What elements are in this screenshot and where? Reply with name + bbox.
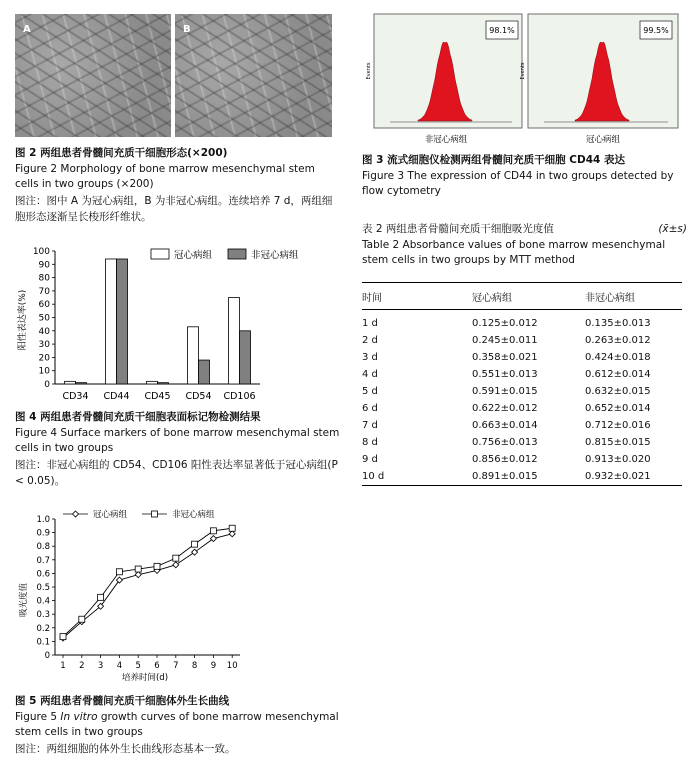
fig4-bar-chd (147, 381, 158, 384)
fig5-x-tick-label: 10 (226, 661, 238, 671)
fig4-y-tick-label: 100 (32, 247, 50, 257)
fig5-legend-marker-chd (73, 511, 79, 517)
panel-label-a: A (23, 24, 31, 35)
fig5-y-tick-label: 0.4 (36, 596, 50, 607)
fig5-point-chd (173, 562, 179, 568)
table2-cell-nonchd: 0.712±0.016 (585, 420, 651, 431)
fig5-point-chd (135, 572, 141, 578)
table2-title-zh: 表 2 两组患者骨髓间充质干细胞吸光度值 (362, 223, 554, 235)
fig4-y-tick-label: 30 (38, 340, 50, 351)
fig2-note: 图注：图中 A 为冠心病组，B 为非冠心病组。连续培养 7 d，两组细胞形态逐渐呈长梭形纤维状。 (15, 194, 333, 223)
table2-header-time: 时间 (362, 293, 382, 304)
table2-cell-nonchd: 0.913±0.020 (585, 454, 651, 465)
fig5-caption-en-italic: In vitro (60, 710, 98, 723)
table2-cell-chd: 0.856±0.012 (472, 454, 538, 465)
table2-cell-nonchd: 0.424±0.018 (585, 352, 651, 363)
fig4-y-tick-label: 50 (38, 313, 50, 324)
fig3-caption (362, 153, 687, 200)
fig5-point-chd (210, 536, 216, 542)
table2-cell-nonchd: 0.263±0.012 (585, 335, 651, 346)
table2-cell-chd: 0.591±0.015 (472, 386, 538, 397)
fig4-x-tick-label: CD54 (185, 391, 212, 402)
fig5-legend-chd: 冠心病组 (93, 510, 128, 520)
fig2-caption-zh: 图 2 两组患者骨髓间充质干细胞形态(×200) (15, 147, 228, 159)
fig4-y-tick-label: 90 (38, 260, 50, 271)
micrograph-b (175, 14, 332, 137)
fig5-y-tick-label: 0.2 (36, 623, 50, 634)
table2-cell-nonchd: 0.612±0.014 (585, 369, 651, 380)
table2-cell-chd: 0.358±0.021 (472, 352, 538, 363)
table2-cell-nonchd: 0.652±0.014 (585, 403, 651, 414)
fig4-caption-zh: 图 4 两组患者骨髓间充质干细胞表面标记物检测结果 (15, 411, 261, 423)
fig5-point-nonchd (229, 525, 235, 531)
fig4-y-tick-label: 0 (44, 380, 50, 390)
table2-cell-chd: 0.663±0.014 (472, 420, 538, 431)
fig5-point-nonchd (210, 528, 216, 534)
fig5-x-tick-label: 8 (191, 661, 198, 671)
fig5-point-nonchd (135, 566, 141, 572)
fig3-caption-zh: 图 3 流式细胞仪检测两组骨髓间充质干细胞 CD44 表达 (362, 154, 625, 166)
fig5-line-chart (15, 508, 250, 688)
fig5-series-line-chd (63, 534, 232, 638)
fig5-y-axis-label: 吸光度值 (19, 582, 29, 618)
fig5-point-nonchd (192, 541, 198, 547)
fig4-bar-nonchd (76, 383, 87, 384)
table-row (362, 417, 682, 434)
fig4-x-tick-label: CD44 (103, 391, 130, 402)
table2-cell-time: 3 d (362, 352, 378, 363)
table-row (362, 451, 682, 468)
table-row (362, 468, 682, 485)
fig5-y-tick-label: 0.5 (36, 583, 50, 593)
fig5-point-chd (192, 549, 198, 555)
fig4-legend-swatch-nonchd (228, 249, 246, 259)
fig5-series-line-nonchd (63, 528, 232, 636)
fig4-y-tick-label: 20 (38, 353, 50, 364)
fig5-x-tick-label: 3 (97, 661, 104, 671)
table-row (362, 434, 682, 451)
fig5-x-tick-label: 2 (79, 661, 85, 671)
table-row (362, 332, 682, 349)
fig5-point-chd (229, 531, 235, 537)
table2-cell-time: 10 d (362, 471, 385, 482)
fig5-point-chd (116, 577, 122, 583)
fig5-point-nonchd (173, 555, 179, 561)
fig5-legend-marker-nonchd (152, 511, 158, 517)
fig5-point-nonchd (116, 569, 122, 575)
fig4-bar-chart (15, 245, 340, 407)
fig4-bar-chd (65, 381, 76, 384)
fig4-caption-en: Figure 4 Surface markers of bone marrow mesenchymal stem cells in two groups (15, 426, 340, 454)
table2-cell-chd: 0.125±0.012 (472, 318, 538, 329)
table2-cell-nonchd: 0.815±0.015 (585, 437, 651, 448)
fig3-caption-en: Figure 3 The expression of CD44 in two groups detected by flow cytometry (362, 169, 674, 197)
fig5-y-tick-label: 0.6 (36, 569, 50, 580)
fig4-y-tick-label: 10 (38, 366, 50, 377)
fig5-x-tick-label: 5 (135, 661, 141, 671)
table2-unit: (x̄±s) (658, 223, 687, 235)
micrograph-a (15, 14, 171, 137)
table2-header-row (362, 288, 682, 305)
fig3-right-label: 冠心病组 (585, 135, 621, 145)
fig4-bar-nonchd (240, 331, 251, 384)
table2-title-en: Table 2 Absorbance values of bone marrow mesenchymal stem cells in two groups by MTT method (362, 238, 666, 266)
table2-cell-nonchd: 0.932±0.021 (585, 471, 651, 482)
table2-cell-time: 7 d (362, 420, 378, 431)
fig4-y-axis-label: 阳性表达率(%) (18, 289, 28, 351)
table2 (362, 288, 682, 485)
fig4-x-tick-label: CD45 (144, 391, 171, 402)
fig4-bar-chd (106, 259, 117, 384)
fig4-bar-nonchd (199, 360, 210, 384)
fig5-y-tick-label: 0 (44, 651, 50, 661)
fig4-legend-swatch-chd (151, 249, 169, 259)
table2-cell-chd: 0.245±0.011 (472, 335, 538, 346)
table2-cell-nonchd: 0.135±0.013 (585, 318, 651, 329)
fig2-caption-en: Figure 2 Morphology of bone marrow mesenchymal stem cells in two groups (×200) (15, 162, 315, 190)
fig4-x-tick-label: CD34 (62, 391, 89, 402)
fig4-y-tick-label: 70 (38, 286, 50, 297)
fig5-caption-en-rest: growth curves of bone marrow mesenchymal stem cells in two groups (15, 710, 339, 738)
table2-cell-time: 1 d (362, 318, 378, 329)
table2-cell-time: 2 d (362, 335, 378, 346)
table2-cell-chd: 0.622±0.012 (472, 403, 538, 414)
fig4-legend-nonchd: 非冠心病组 (251, 250, 299, 261)
fig5-y-tick-label: 1.0 (36, 515, 50, 525)
fig5-y-tick-label: 0.8 (36, 542, 50, 553)
fig5-point-nonchd (154, 563, 160, 569)
table2-cell-time: 5 d (362, 386, 378, 397)
fig5-y-tick-label: 0.1 (36, 637, 50, 648)
fig3-left-label: 非冠心病组 (424, 135, 468, 145)
table-row (362, 383, 682, 400)
fig5-x-axis-label: 培养时间(d) (121, 673, 169, 683)
table2-header-nonchd: 非冠心病组 (585, 293, 635, 304)
panel-label-b: B (183, 24, 191, 35)
fig5-caption-en-prefix: Figure 5 (15, 710, 61, 723)
fig4-note: 图注：非冠心病组的 CD54、CD106 阳性表达率显著低于冠心病组(P < 0.05)。 (15, 458, 338, 487)
fig3-left-ylabel: Events (366, 62, 372, 80)
table2-cell-chd: 0.891±0.015 (472, 471, 538, 482)
fig5-y-tick-label: 0.9 (36, 528, 50, 539)
fig4-bar-nonchd (158, 383, 169, 384)
fig2-caption (15, 146, 335, 225)
table2-header-chd: 冠心病组 (472, 293, 512, 304)
fig5-point-nonchd (98, 594, 104, 600)
fig4-caption (15, 410, 340, 489)
fig5-note: 图注：两组细胞的体外生长曲线形态基本一致。 (15, 742, 236, 755)
table2-cell-nonchd: 0.632±0.015 (585, 386, 651, 397)
table2-bottom-rule (362, 485, 682, 486)
fig5-y-tick-label: 0.3 (36, 610, 50, 621)
fig4-bar-chd (229, 298, 240, 384)
fig3-right-ylabel: Events (520, 62, 526, 80)
table2-cell-time: 9 d (362, 454, 378, 465)
fig4-legend-chd: 冠心病组 (174, 250, 213, 261)
table2-cell-chd: 0.756±0.013 (472, 437, 538, 448)
table-row (362, 315, 682, 332)
fig4-y-tick-label: 40 (38, 326, 50, 337)
fig4-bar-nonchd (117, 259, 128, 384)
fig5-y-tick-label: 0.7 (36, 555, 50, 566)
table-row (362, 349, 682, 366)
table2-cell-time: 4 d (362, 369, 378, 380)
fig5-legend-nonchd: 非冠心病组 (172, 510, 215, 520)
fig5-x-tick-label: 4 (116, 661, 123, 671)
fig4-x-tick-label: CD106 (223, 391, 256, 402)
table-row (362, 400, 682, 417)
fig3-right-value: 99.5% (643, 26, 669, 35)
table2-cell-time: 6 d (362, 403, 378, 414)
fig5-x-tick-label: 1 (60, 661, 66, 671)
fig5-x-tick-label: 7 (173, 661, 179, 671)
table-row (362, 366, 682, 383)
table2-cell-time: 8 d (362, 437, 378, 448)
fig3-left-value: 98.1% (489, 26, 515, 35)
fig5-caption-zh: 图 5 两组患者骨髓间充质干细胞体外生长曲线 (15, 695, 230, 707)
table2-top-rule (362, 282, 682, 283)
table2-cell-chd: 0.551±0.013 (472, 369, 538, 380)
fig3-flow-panels (362, 8, 687, 148)
fig4-bar-chd (188, 327, 199, 384)
fig5-point-nonchd (79, 616, 85, 622)
fig5-x-tick-label: 9 (210, 661, 217, 671)
fig5-x-tick-label: 6 (154, 661, 160, 671)
fig5-caption-en (15, 710, 340, 741)
fig5-point-nonchd (60, 634, 66, 640)
fig4-y-tick-label: 80 (38, 273, 50, 284)
fig4-y-tick-label: 60 (38, 300, 50, 311)
table2-title (362, 222, 687, 269)
fig5-caption (15, 694, 340, 757)
